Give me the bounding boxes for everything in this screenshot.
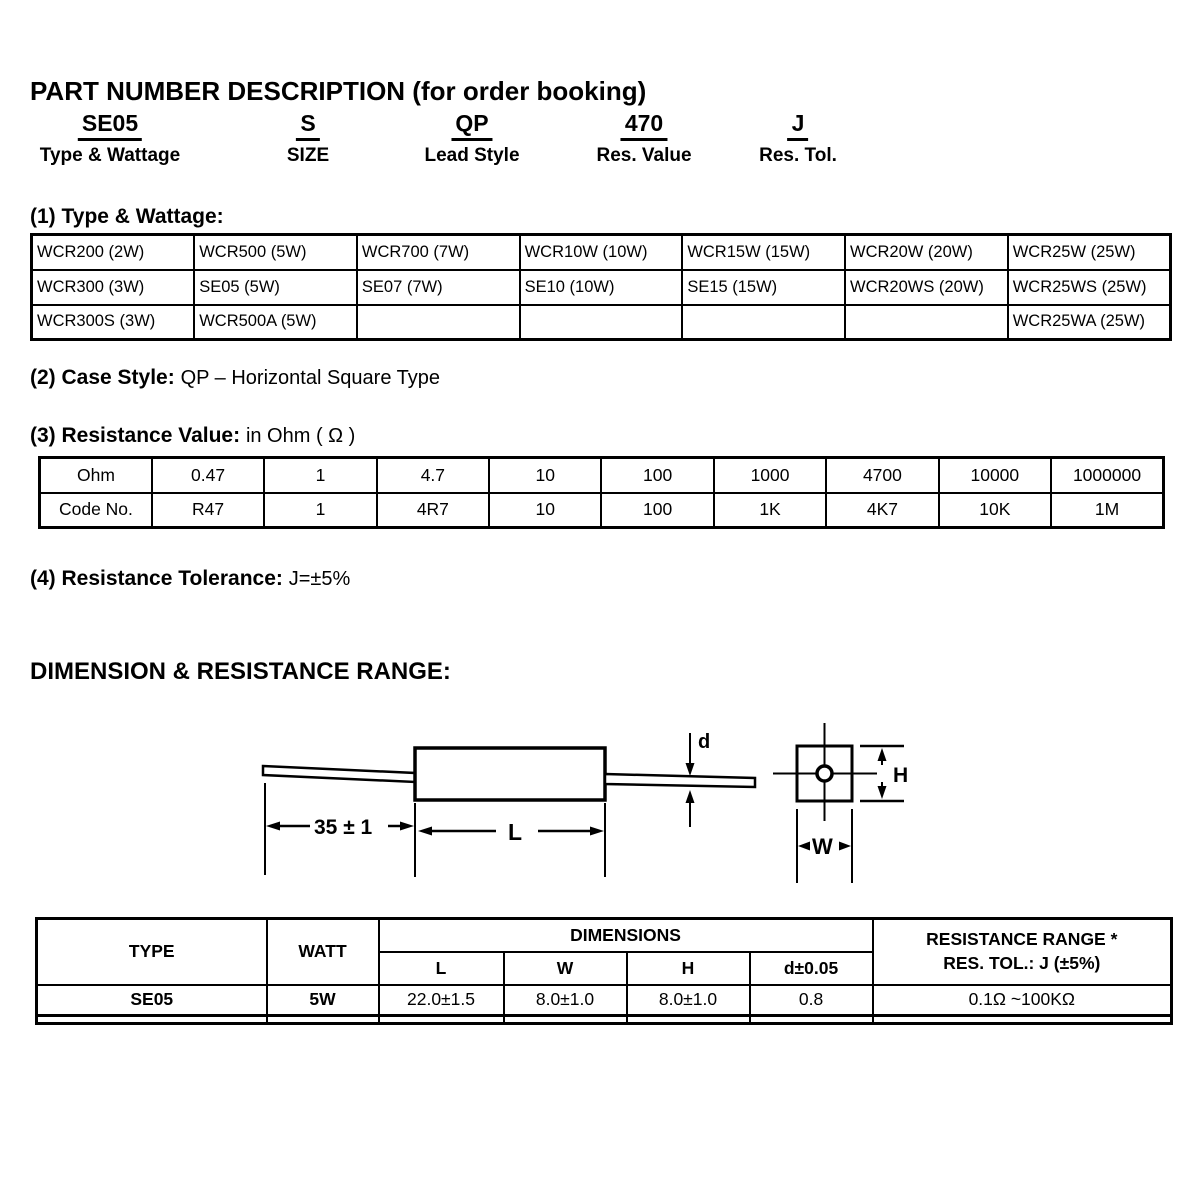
dim-35-label: 35 ± 1 (314, 816, 373, 839)
stub-cell (504, 1016, 627, 1024)
stub-cell (627, 1016, 750, 1024)
part-code-tol-label: Res. Tol. (759, 145, 837, 166)
ohm-cell: 1 (264, 458, 376, 493)
spec-d-value: 0.8 (750, 985, 873, 1016)
resistance-value-heading: (3) Resistance Value: (30, 424, 241, 447)
type-cell: WCR300 (3W) (32, 270, 195, 305)
spec-table (35, 917, 1173, 1025)
type-wattage-table (30, 233, 1172, 341)
resistance-range-line1: RESISTANCE RANGE * (926, 929, 1118, 950)
spec-data-row (37, 985, 1172, 1016)
type-cell: WCR300S (3W) (32, 305, 195, 340)
resistance-tolerance-value: J=±5% (288, 568, 351, 590)
stub-cell (379, 1016, 504, 1024)
type-cell: SE10 (10W) (520, 270, 683, 305)
spec-header-l: L (379, 952, 504, 985)
code-cell: 1 (264, 493, 376, 528)
type-cell: WCR10W (10W) (520, 235, 683, 270)
resistor-dimension-diagram (238, 703, 962, 908)
spec-cutoff-row (37, 1016, 1172, 1024)
part-code-col-value (596, 110, 691, 167)
type-cell: WCR20WS (20W) (845, 270, 1008, 305)
type-cell (520, 305, 683, 340)
part-code-type-label: Type & Wattage (39, 145, 181, 166)
part-code-tol: J (788, 110, 809, 141)
ohm-cell: 4.7 (377, 458, 489, 493)
type-cell: WCR500 (5W) (194, 235, 357, 270)
code-cell: R47 (152, 493, 264, 528)
code-cell: 10 (489, 493, 601, 528)
table-row (32, 270, 1171, 305)
type-cell (357, 305, 520, 340)
part-code-type: SE05 (78, 110, 142, 141)
section-2-heading (30, 366, 440, 390)
resistor-body (415, 748, 605, 800)
spec-watt-value: 5W (267, 985, 379, 1016)
stub-cell (267, 1016, 379, 1024)
stub-cell (873, 1016, 1172, 1024)
left-lead (263, 766, 415, 782)
case-style-heading: (2) Case Style: (30, 366, 175, 389)
spec-header-dimensions: DIMENSIONS (379, 919, 873, 952)
table-row-ohm (40, 458, 1164, 493)
spec-w-value: 8.0±1.0 (504, 985, 627, 1016)
spec-range-value: 0.1Ω ~100KΩ (873, 985, 1172, 1016)
spec-header-row-1 (37, 919, 1172, 952)
section-3-heading (30, 424, 355, 448)
resistance-value-table (38, 456, 1165, 529)
dim-d-label: d (698, 731, 711, 753)
spec-header-type: TYPE (37, 919, 267, 985)
type-cell: WCR700 (7W) (357, 235, 520, 270)
code-cell: 1M (1051, 493, 1163, 528)
part-code-col-tol (759, 110, 837, 167)
type-cell: WCR25WA (25W) (1008, 305, 1171, 340)
table-row (32, 305, 1171, 340)
code-cell: 100 (601, 493, 713, 528)
spec-type-value: SE05 (37, 985, 267, 1016)
right-lead (605, 774, 755, 787)
spec-header-watt: WATT (267, 919, 379, 985)
dim-L-label: L (508, 819, 523, 845)
row-label: Code No. (40, 493, 152, 528)
type-cell: SE07 (7W) (357, 270, 520, 305)
page-title: PART NUMBER DESCRIPTION (for order booking) (30, 76, 647, 106)
ohm-cell: 10 (489, 458, 601, 493)
code-cell: 1K (714, 493, 826, 528)
ohm-cell: 1000 (714, 458, 826, 493)
code-cell: 4R7 (377, 493, 489, 528)
stub-cell (750, 1016, 873, 1024)
type-cell: WCR20W (20W) (845, 235, 1008, 270)
spec-header-resistance-range (873, 919, 1172, 985)
type-cell: WCR200 (2W) (32, 235, 195, 270)
part-code-col-type (40, 110, 180, 167)
section-1-heading: (1) Type & Wattage: (30, 205, 224, 228)
type-cell: WCR25WS (25W) (1008, 270, 1171, 305)
resistance-value-suffix: in Ohm ( Ω ) (245, 425, 356, 447)
spec-header-w: W (504, 952, 627, 985)
part-code-col-size (287, 110, 329, 167)
part-code-lead-label: Lead Style (424, 145, 520, 166)
table-row-code (40, 493, 1164, 528)
type-cell (682, 305, 845, 340)
spec-h-value: 8.0±1.0 (627, 985, 750, 1016)
section-4-heading (30, 567, 350, 591)
part-code-lead: QP (451, 110, 492, 141)
resistance-range-line2: RES. TOL.: J (±5%) (943, 952, 1101, 973)
ohm-cell: 1000000 (1051, 458, 1163, 493)
type-cell: WCR15W (15W) (682, 235, 845, 270)
spec-header-h: H (627, 952, 750, 985)
code-cell: 4K7 (826, 493, 938, 528)
part-code-value: 470 (621, 110, 667, 141)
end-view (773, 723, 877, 821)
type-cell: WCR500A (5W) (194, 305, 357, 340)
dim-W-label: W (812, 834, 833, 859)
type-cell (845, 305, 1008, 340)
resistance-tolerance-heading: (4) Resistance Tolerance: (30, 567, 283, 590)
ohm-cell: 0.47 (152, 458, 264, 493)
ohm-cell: 100 (601, 458, 713, 493)
case-style-value: QP – Horizontal Square Type (180, 367, 440, 389)
spec-l-value: 22.0±1.5 (379, 985, 504, 1016)
spec-header-d: d±0.05 (750, 952, 873, 985)
row-label: Ohm (40, 458, 152, 493)
table-row (32, 235, 1171, 270)
ohm-cell: 10000 (939, 458, 1051, 493)
type-cell: SE15 (15W) (682, 270, 845, 305)
part-code-size-label: SIZE (286, 145, 330, 166)
part-code-col-lead (424, 110, 519, 167)
type-cell: SE05 (5W) (194, 270, 357, 305)
part-code-value-label: Res. Value (596, 145, 692, 166)
type-cell: WCR25W (25W) (1008, 235, 1171, 270)
code-cell: 10K (939, 493, 1051, 528)
stub-cell (37, 1016, 267, 1024)
part-code-size: S (296, 110, 319, 141)
ohm-cell: 4700 (826, 458, 938, 493)
dim-H-label: H (893, 764, 909, 787)
dimension-range-heading: DIMENSION & RESISTANCE RANGE: (30, 658, 451, 685)
